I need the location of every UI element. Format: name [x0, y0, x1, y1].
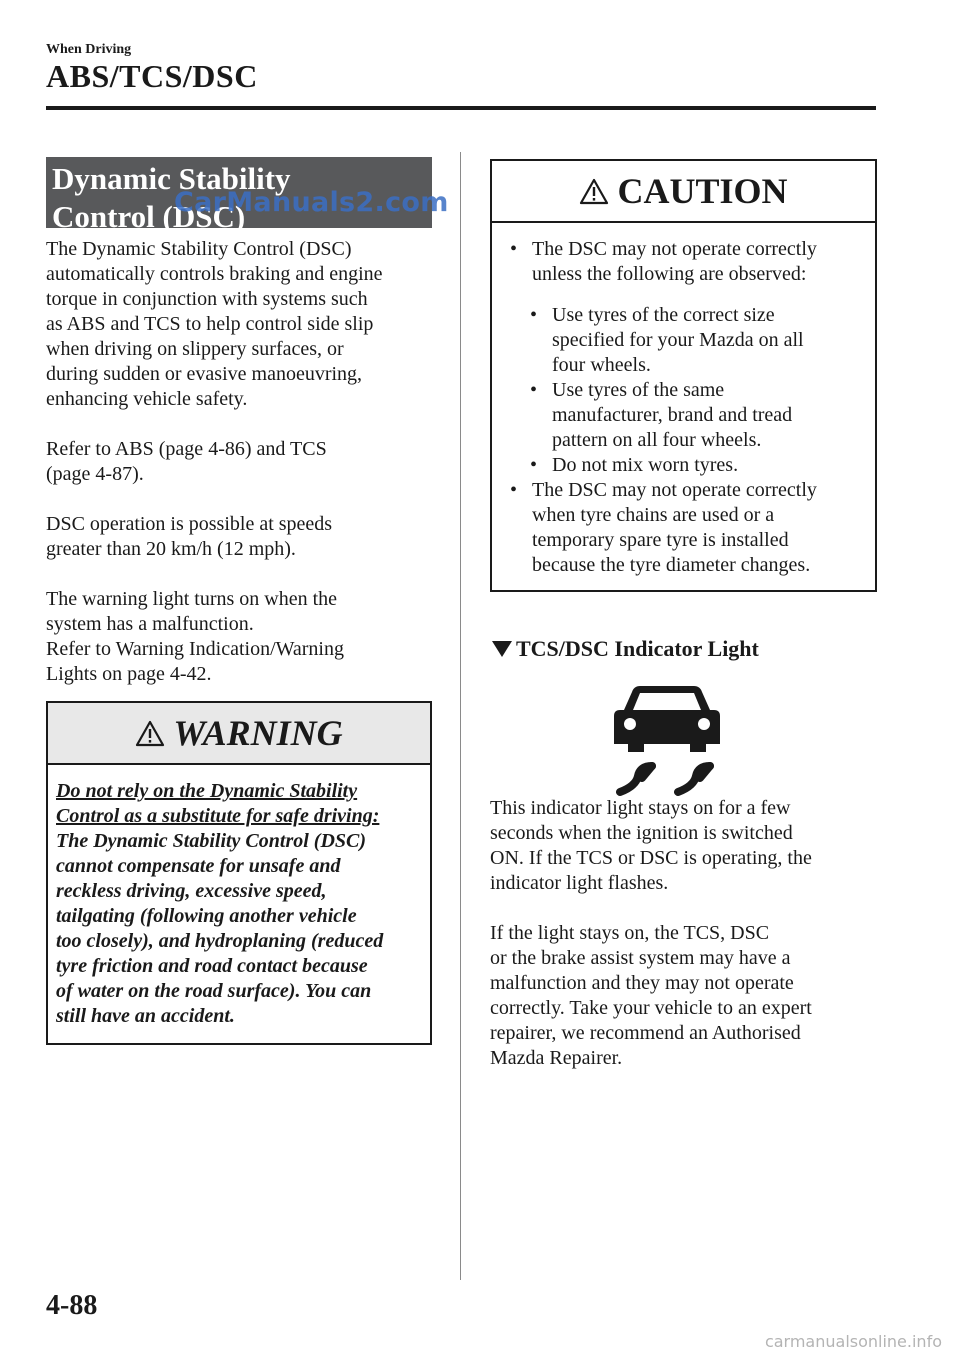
- text-line: system has a malfunction.: [46, 613, 254, 635]
- text-line: Lights on page 4-42.: [46, 663, 212, 685]
- caution-line: unless the following are observed:: [532, 263, 807, 285]
- warning-underlined-line: Do not rely on the Dynamic Stability: [56, 780, 358, 802]
- text-line: Refer to ABS (page 4-86) and TCS: [46, 438, 327, 460]
- text-line: during sudden or evasive manoeuvring,: [46, 363, 363, 385]
- warning-line: tyre friction and road contact because: [56, 955, 368, 977]
- bullet-dot: •: [510, 238, 518, 260]
- caution-line: temporary spare tyre is installed: [532, 529, 789, 551]
- warning-label: WARNING: [173, 713, 343, 753]
- body-paragraph: [46, 237, 432, 412]
- caution-subitem-text: [552, 453, 863, 478]
- text-line: This indicator light stays on for a few: [490, 797, 791, 819]
- caution-label: CAUTION: [617, 171, 788, 211]
- text-line: indicator light flashes.: [490, 872, 669, 894]
- header-rule: [46, 106, 876, 110]
- warning-line: too closely), and hydroplaning (reduced: [56, 930, 384, 952]
- text-line: seconds when the ignition is switched: [490, 822, 793, 844]
- caution-line: The DSC may not operate correctly: [532, 479, 817, 501]
- text-line: or the brake assist system may have a: [490, 947, 791, 969]
- left-paragraphs: [46, 237, 432, 687]
- caution-header: [492, 161, 875, 223]
- text-line: when driving on slippery surfaces, or: [46, 338, 344, 360]
- section-heading-line1: Dynamic Stability: [52, 161, 291, 196]
- caution-subitem-text: [552, 303, 863, 378]
- caution-item: [510, 478, 863, 578]
- left-column: [46, 157, 449, 1045]
- caution-triangle-icon: [579, 178, 609, 205]
- caution-line: specified for your Mazda on all: [552, 329, 804, 351]
- section-heading: [46, 157, 449, 234]
- text-line: greater than 20 km/h (12 mph).: [46, 538, 296, 560]
- column-divider: [460, 152, 461, 1280]
- caution-line: The DSC may not operate correctly: [532, 238, 817, 260]
- bullet-dot: •: [530, 379, 538, 401]
- caution-line: Use tyres of the correct size: [552, 304, 775, 326]
- caution-line: because the tyre diameter changes.: [532, 554, 811, 576]
- caution-line: when tyre chains are used or a: [532, 504, 775, 526]
- indicator-icon-wrap: [602, 676, 732, 796]
- bullet-dot: •: [530, 454, 538, 476]
- footer-watermark: carmanualsonline.info: [764, 1332, 942, 1351]
- right-column: [490, 159, 877, 1071]
- watermark-logo: CarManuals2.com: [174, 187, 449, 218]
- caution-body: [492, 223, 875, 590]
- text-line: The Dynamic Stability Control (DSC): [46, 238, 352, 260]
- text-line: repairer, we recommend an Authorised: [490, 1022, 801, 1044]
- caution-subitem-text: [552, 378, 863, 453]
- indicator-heading: [490, 636, 877, 662]
- text-line: DSC operation is possible at speeds: [46, 513, 333, 535]
- caution-line: manufacturer, brand and tread: [552, 404, 793, 426]
- indicator-heading-text: TCS/DSC Indicator Light: [516, 636, 759, 661]
- warning-triangle-icon: [135, 720, 165, 747]
- indicator-paragraphs: [490, 796, 877, 1071]
- caution-line: Use tyres of the same: [552, 379, 725, 401]
- body-paragraph: [46, 437, 432, 487]
- bullet-dot: •: [530, 304, 538, 326]
- text-line: correctly. Take your vehicle to an expert: [490, 997, 812, 1019]
- section-heading-line2: Control (DSC): [52, 199, 246, 234]
- warning-line: The Dynamic Stability Control (DSC): [56, 830, 367, 852]
- text-line: If the light stays on, the TCS, DSC: [490, 922, 770, 944]
- caution-line: Do not mix worn tyres.: [552, 454, 739, 476]
- indicator-paragraph: [490, 921, 877, 1071]
- text-line: torque in conjunction with systems such: [46, 288, 368, 310]
- warning-header: [48, 703, 430, 765]
- text-line: automatically controls braking and engine: [46, 263, 383, 285]
- body-paragraph: [46, 512, 432, 562]
- warning-line: tailgating (following another vehicle: [56, 905, 357, 927]
- caution-subitem: [530, 303, 863, 378]
- caution-line: four wheels.: [552, 354, 651, 376]
- bullet-dot: •: [510, 479, 518, 501]
- warning-line: cannot compensate for unsafe and: [56, 855, 341, 877]
- caution-box: [490, 159, 877, 592]
- text-line: (page 4-87).: [46, 463, 144, 485]
- header-kicker: When Driving: [46, 42, 132, 57]
- text-line: The warning light turns on when the: [46, 588, 338, 610]
- header-title: ABS/TCS/DSC: [46, 58, 258, 94]
- warning-body: [48, 765, 430, 1043]
- caution-subitem: [530, 378, 863, 453]
- indicator-paragraph: [490, 796, 877, 896]
- text-line: Mazda Repairer.: [490, 1047, 623, 1069]
- warning-line: of water on the road surface). You can: [56, 980, 372, 1002]
- text-line: malfunction and they may not operate: [490, 972, 794, 994]
- warning-box: [46, 701, 432, 1045]
- text-line: ON. If the TCS or DSC is operating, the: [490, 847, 812, 869]
- text-line: as ABS and TCS to help control side slip: [46, 313, 374, 335]
- warning-line: reckless driving, excessive speed,: [56, 880, 327, 902]
- warning-line: still have an accident.: [56, 1005, 235, 1027]
- page-number: 4-88: [46, 1290, 98, 1321]
- body-paragraph: [46, 587, 432, 687]
- section-marker-icon: [492, 641, 512, 657]
- warning-underlined-line: Control as a substitute for safe driving:: [56, 805, 380, 827]
- caution-item: [510, 237, 863, 287]
- caution-subitem: [530, 453, 863, 478]
- car-skid-icon: [602, 676, 732, 796]
- text-line: Refer to Warning Indication/Warning: [46, 638, 344, 660]
- text-line: enhancing vehicle safety.: [46, 388, 248, 410]
- caution-line: pattern on all four wheels.: [552, 429, 762, 451]
